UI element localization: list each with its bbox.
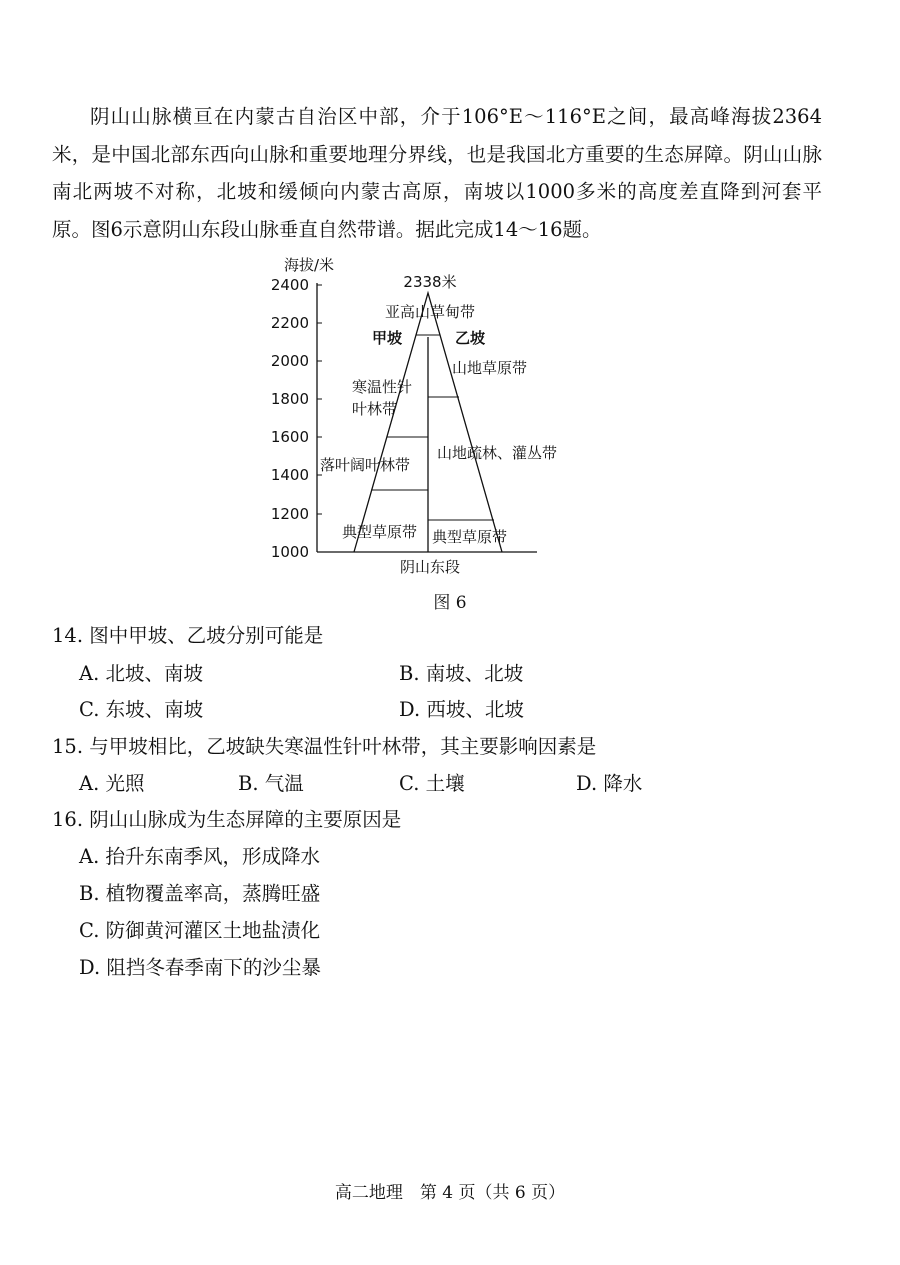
tick-1200: 1200: [270, 505, 309, 523]
x-axis-label: 阴山东段: [399, 558, 461, 576]
tick-1800: 1800: [270, 390, 309, 408]
intro-paragraph: [52, 98, 822, 248]
vertical-zone-diagram: [262, 250, 562, 590]
q14-option-c: C. 东坡、南坡: [79, 698, 204, 721]
q14-option-a: A. 北坡、南坡: [79, 662, 203, 685]
page-footer: 高二地理 第 4 页（共 6 页）: [334, 1183, 566, 1203]
tick-2000: 2000: [270, 352, 309, 370]
tick-1000: 1000: [270, 543, 309, 561]
belt-left-steppe: 典型草原带: [342, 523, 418, 541]
q15-option-b: B. 气温: [238, 772, 304, 795]
tick-2400: 2400: [270, 276, 309, 294]
q15-option-c: C. 土壤: [399, 772, 465, 795]
belt-right-steppe: 典型草原带: [432, 528, 508, 546]
y-axis-label: 海拔/米: [284, 256, 335, 274]
q15-option-d: D. 降水: [576, 772, 643, 795]
question-14-stem: 14. 图中甲坡、乙坡分别可能是: [52, 624, 324, 647]
q16-option-d: D. 阻挡冬春季南下的沙尘暴: [79, 956, 321, 979]
y-ticks: [317, 285, 322, 514]
intro-text: 阴山山脉横亘在内蒙古自治区中部，介于106°E～116°E之间，最高峰海拔2364米，是中国北部东西向山脉和重要地理分界线，也是我国北方重要的生态屏障。阴山山脉南北两坡不对称，北坡和缓倾向内蒙古高原，南坡以1000多米的高度差直降到河套平原。图6示意阴山东段山脉垂直自然带谱。据此完成14～16题。: [52, 105, 822, 241]
q16-option-b: B. 植物覆盖率高，蒸腾旺盛: [79, 882, 321, 905]
belt-mountain-steppe: 山地草原带: [452, 359, 528, 377]
q16-option-a: A. 抬升东南季风，形成降水: [79, 845, 320, 868]
q14-option-d: D. 西坡、北坡: [399, 698, 524, 721]
tick-1600: 1600: [270, 428, 309, 446]
question-15-stem: 15. 与甲坡相比，乙坡缺失寒温性针叶林带，其主要影响因素是: [52, 735, 597, 758]
q16-option-c: C. 防御黄河灌区土地盐渍化: [79, 919, 321, 942]
q14-option-b: B. 南坡、北坡: [399, 662, 524, 685]
question-16-stem: 16. 阴山山脉成为生态屏障的主要原因是: [52, 808, 402, 831]
peak-label: 2338米: [403, 273, 457, 291]
slope-right-label: 乙坡: [455, 329, 486, 347]
figure-caption: 图 6: [433, 593, 467, 613]
belt-subalpine-meadow: 亚高山草甸带: [384, 303, 476, 321]
tick-2200: 2200: [270, 314, 309, 332]
slope-left-label: 甲坡: [372, 329, 403, 347]
belt-broadleaf: 落叶阔叶林带: [320, 456, 411, 474]
y-tick-labels: [271, 276, 309, 561]
belt-conifer-line2: 叶林带: [352, 400, 398, 418]
belt-conifer-line1: 寒温性针: [352, 378, 413, 396]
belt-shrub: 山地疏林、灌丛带: [437, 444, 558, 462]
tick-1400: 1400: [270, 466, 309, 484]
q15-option-a: A. 光照: [79, 772, 145, 795]
